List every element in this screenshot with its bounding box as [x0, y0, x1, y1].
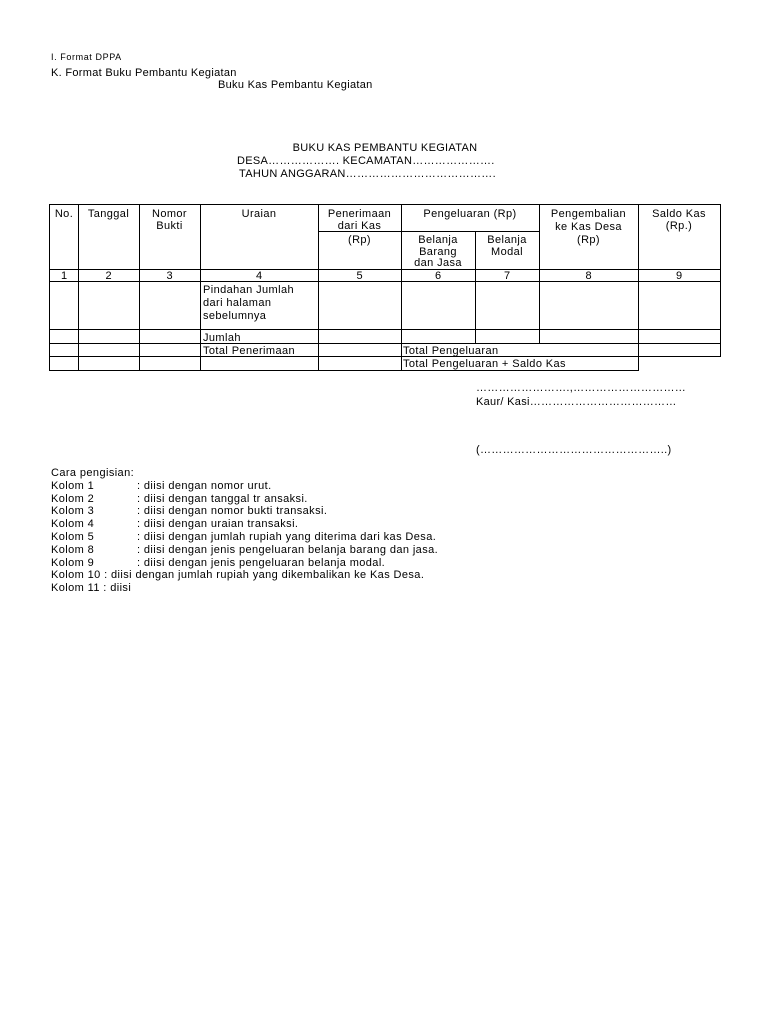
row-pindahan-line3: sebelumnya: [203, 310, 267, 322]
header-pengeluaran: Pengeluaran (Rp): [423, 208, 517, 220]
row-line-1: [49, 329, 721, 330]
signature-name-line: (…………………………………………..): [476, 444, 672, 456]
header-dari-kas: dari Kas: [337, 220, 382, 232]
format-dppa-label: I. Format DPPA: [51, 52, 122, 62]
col-number-3: 3: [166, 270, 173, 282]
header-belanja-barang-1: Belanja: [418, 234, 458, 246]
table-border-top: [49, 204, 721, 205]
page-title: BUKU KAS PEMBANTU KEGIATAN: [292, 142, 478, 154]
header-saldo-kas: Saldo Kas: [652, 208, 706, 220]
header-belanja-modal-2: Modal: [491, 246, 523, 258]
row-total-pengeluaran-saldo: Total Pengeluaran + Saldo Kas: [403, 358, 566, 370]
desa-kecamatan-line: DESA………………. KECAMATAN………………….: [237, 155, 495, 167]
col-number-8: 8: [585, 270, 592, 282]
col-number-9: 9: [675, 270, 683, 282]
kaur-kasi-line: Kaur/ Kasi…………………………………: [476, 396, 677, 408]
col-line-9: [720, 204, 721, 357]
row-total-penerimaan: Total Penerimaan: [203, 345, 296, 357]
row-pindahan-line1: Pindahan Jumlah: [203, 284, 295, 296]
col-line-3: [200, 204, 201, 371]
row-pindahan-line2: dari halaman: [203, 297, 272, 309]
header-ke-kas-desa: ke Kas Desa: [555, 221, 622, 233]
header-pengembalian: Pengembalian: [550, 208, 627, 220]
col-line-5: [401, 204, 402, 371]
header-no: No.: [54, 208, 74, 220]
row-line-3: [49, 356, 721, 357]
tahun-anggaran-line: TAHUN ANGGARAN………………………………….: [239, 168, 496, 180]
instruction-kolom-10: Kolom 10 : diisi dengan jumlah rupiah yang dikembalikan ke Kas Desa.: [51, 569, 425, 582]
header-belanja-barang-3: dan Jasa: [414, 257, 462, 269]
row-line-2: [49, 343, 721, 344]
header-penerimaan: Penerimaan: [327, 208, 392, 220]
header-belanja-barang-2: Barang: [419, 246, 457, 258]
header-nomor: Nomor: [151, 208, 187, 220]
col-number-4: 4: [255, 270, 263, 282]
header-tanggal: Tanggal: [87, 208, 130, 220]
col-number-7: 7: [503, 270, 511, 282]
col-number-2: 2: [105, 270, 112, 282]
col-line-0: [49, 204, 50, 371]
header-belanja-modal-1: Belanja: [487, 234, 527, 246]
col-line-1: [78, 204, 79, 371]
header-uraian: Uraian: [241, 208, 277, 220]
header-bukti: Bukti: [156, 220, 183, 232]
place-date-line: …………………….,…………………………: [476, 382, 687, 394]
instruction-kolom-11: Kolom 11 : diisi: [51, 582, 132, 595]
header-pengembalian-rp: (Rp): [577, 234, 600, 246]
col-number-1: 1: [60, 270, 68, 282]
header-saldo-rp: (Rp.): [665, 220, 693, 232]
row-total-pengeluaran: Total Pengeluaran: [403, 345, 499, 357]
buku-kas-subtitle: Buku Kas Pembantu Kegiatan: [218, 79, 373, 91]
header-penerimaan-rp: (Rp): [348, 234, 371, 246]
format-buku-label: K. Format Buku Pembantu Kegiatan: [51, 67, 237, 79]
col-number-6: 6: [434, 270, 442, 282]
instructions-title: Cara pengisian:: [51, 467, 135, 479]
row-jumlah: Jumlah: [203, 332, 241, 344]
col-number-5: 5: [356, 270, 363, 282]
